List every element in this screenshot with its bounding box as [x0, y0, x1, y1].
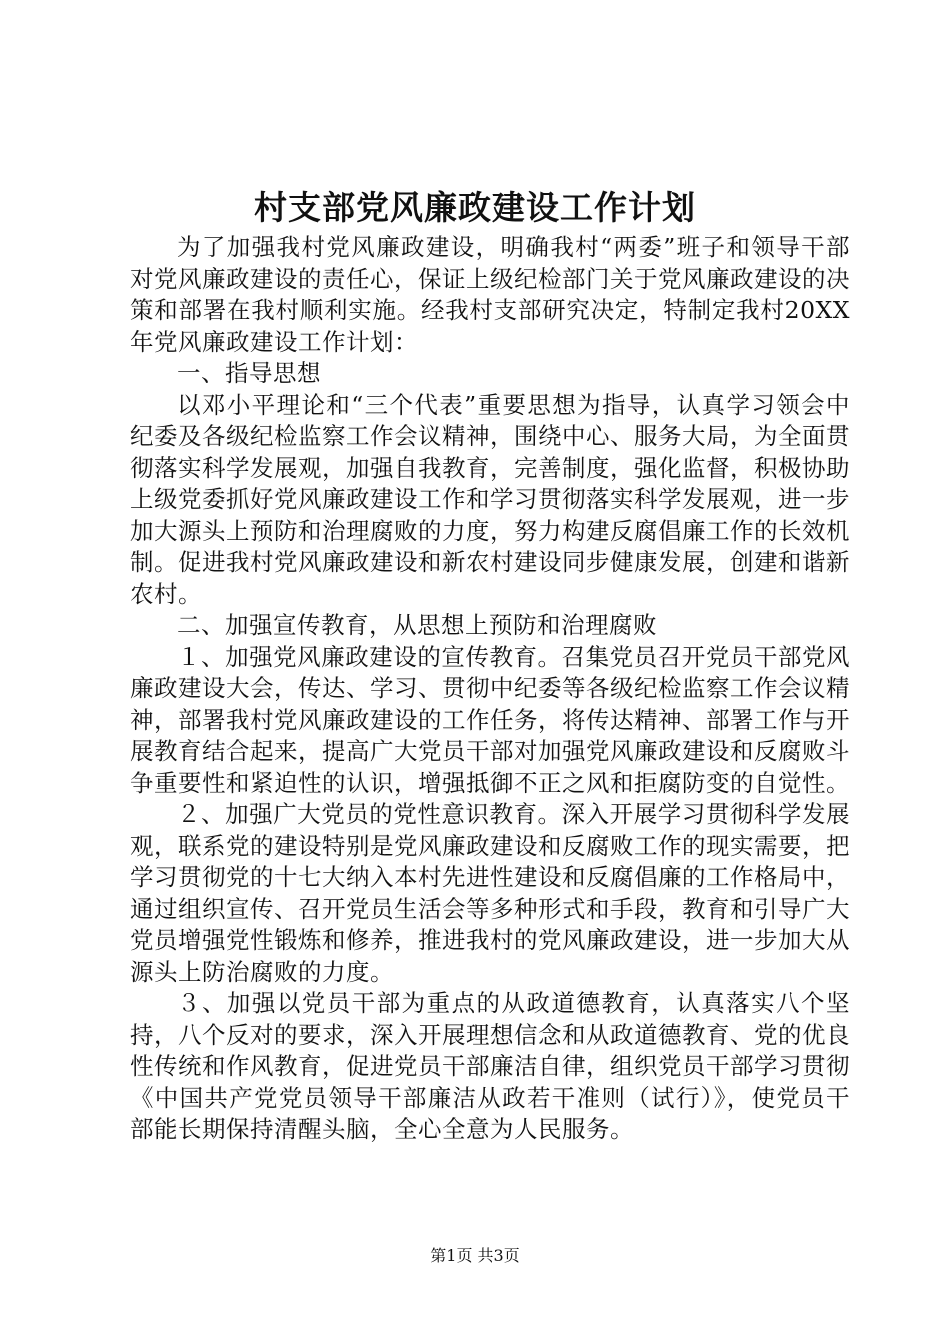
education-item-1: １、加强党风廉政建设的宣传教育。召集党员召开党员干部党风廉政建设大会，传达、学习、贯彻中纪委等各级纪检监察工作会议精神，部署我村党风廉政建设的工作任务，将传达精神、部署工作与开展教育结合起来，提高广大党员干部对加强党风廉政建设和反腐败斗争重要性和紧迫性的认识，增强抵御不正之风和拒腐防变的自觉性。 — [130, 642, 850, 797]
education-item-2: ２、加强广大党员的党性意识教育。深入开展学习贯彻科学发展观，联系党的建设特别是党风廉政建设和反腐败工作的现实需要，把学习贯彻党的十七大纳入本村先进性建设和反腐倡廉的工作格局中，通过组织宣传、召开党员生活会等多种形式和手段，教育和引导广大党员增强党性锻炼和修养，推进我村的党风廉政建设，进一步加大从源头上防治腐败的力度。 — [130, 800, 850, 986]
document-title: 村支部党风廉政建设工作计划 — [254, 188, 696, 227]
guiding-ideology-paragraph: 以邓小平理论和“三个代表”重要思想为指导，认真学习领会中纪委及各级纪检监察工作会议精神，围绕中心、服务大局，为全面贯彻落实科学发展观，加强自我教育，完善制度，强化监督，积极协助上级党委抓好党风廉政建设工作和学习贯彻落实科学发展观，进一步加大源头上预防和治理腐败的力度，努力构建反腐倡廉工作的长效机制。促进我村党风廉政建设和新农村建设同步健康发展，创建和谐新农村。 — [130, 390, 850, 608]
document-body — [130, 232, 850, 1146]
intro-paragraph: 为了加强我村党风廉政建设，明确我村“两委”班子和领导干部对党风廉政建设的责任心，保证上级纪检部门关于党风廉政建设的决策和部署在我村顺利实施。经我村支部研究决定，特制定我村20XX年党风廉政建设工作计划： — [130, 233, 850, 356]
section-heading-education: 二、加强宣传教育，从思想上预防和治理腐败 — [177, 611, 657, 639]
section-heading-guiding-ideology: 一、指导思想 — [177, 359, 321, 387]
page-number-footer: 第1页 共3页 — [430, 1246, 520, 1265]
education-item-3: ３、加强以党员干部为重点的从政道德教育，认真落实八个坚持，八个反对的要求，深入开展理想信念和从政道德教育、党的优良性传统和作风教育，促进党员干部廉洁自律，组织党员干部学习贯彻《中国共产党党员领导干部廉洁从政若干准则（试行）》，使党员干部能长期保持清醒头脑，全心全意为人民服务。 — [130, 989, 850, 1143]
